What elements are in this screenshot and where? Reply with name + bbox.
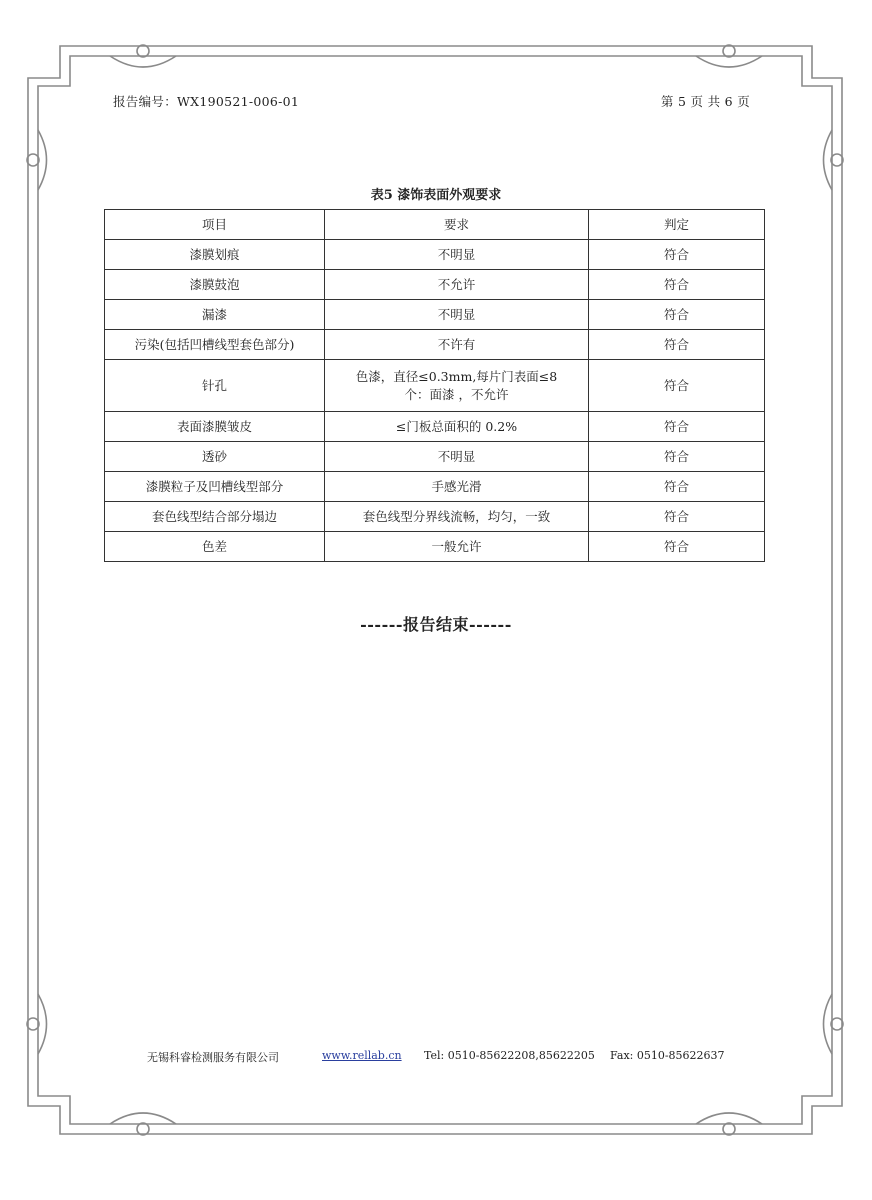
table-row bbox=[105, 360, 765, 412]
table-header-row bbox=[105, 210, 765, 240]
requirement-cell: 不许有 bbox=[325, 330, 589, 360]
requirement-line: 色漆，直径≤0.3mm,每片门表面≤8 bbox=[355, 368, 558, 384]
verdict-cell: 符合 bbox=[589, 270, 765, 300]
table-row bbox=[105, 472, 765, 502]
item-cell: 针孔 bbox=[105, 360, 325, 412]
requirement-cell: 不明显 bbox=[325, 442, 589, 472]
requirement-line: 个：面漆 ，不允许 bbox=[404, 386, 509, 402]
footer-company: 无锡科睿检测服务有限公司 bbox=[147, 1051, 279, 1064]
item-cell: 漆膜鼓泡 bbox=[105, 270, 325, 300]
verdict-cell: 符合 bbox=[589, 300, 765, 330]
verdict-cell: 符合 bbox=[589, 442, 765, 472]
item-cell: 污染(包括凹槽线型套色部分) bbox=[105, 330, 325, 360]
verdict-cell: 符合 bbox=[589, 502, 765, 532]
requirement-cell: 套色线型分界线流畅，均匀，一致 bbox=[325, 502, 589, 532]
verdict-cell: 符合 bbox=[589, 240, 765, 270]
table-row bbox=[105, 442, 765, 472]
item-cell: 色差 bbox=[105, 532, 325, 562]
footer-fax: Fax: 0510-85622637 bbox=[610, 1049, 725, 1062]
item-cell: 漏漆 bbox=[105, 300, 325, 330]
requirement-cell: 不明显 bbox=[325, 240, 589, 270]
verdict-cell: 符合 bbox=[589, 472, 765, 502]
table-row bbox=[105, 412, 765, 442]
report-end-mark: ------报告结束------ bbox=[360, 615, 512, 634]
item-cell: 表面漆膜皱皮 bbox=[105, 412, 325, 442]
page-number: 第 5 页 共 6 页 bbox=[660, 94, 750, 109]
table-row bbox=[105, 330, 765, 360]
item-cell: 漆膜粒子及凹槽线型部分 bbox=[105, 472, 325, 502]
item-cell: 套色线型结合部分塌边 bbox=[105, 502, 325, 532]
table-title: 表5 漆饰表面外观要求 bbox=[370, 188, 502, 203]
column-header-verdict: 判定 bbox=[589, 210, 765, 240]
table-row bbox=[105, 300, 765, 330]
item-cell: 透砂 bbox=[105, 442, 325, 472]
table-row bbox=[105, 270, 765, 300]
verdict-cell: 符合 bbox=[589, 532, 765, 562]
appearance-requirements-table bbox=[104, 209, 765, 562]
footer-tel: Tel: 0510-85622208,85622205 bbox=[424, 1049, 595, 1062]
requirement-cell: 一般允许 bbox=[325, 532, 589, 562]
item-cell: 漆膜划痕 bbox=[105, 240, 325, 270]
verdict-cell: 符合 bbox=[589, 412, 765, 442]
column-header-item: 项目 bbox=[105, 210, 325, 240]
requirement-cell: 不允许 bbox=[325, 270, 589, 300]
verdict-cell: 符合 bbox=[589, 360, 765, 412]
report-number: 报告编号：WX190521-006-01 bbox=[113, 94, 300, 109]
table-row bbox=[105, 532, 765, 562]
column-header-requirement: 要求 bbox=[325, 210, 589, 240]
requirement-cell: 不明显 bbox=[325, 300, 589, 330]
table-row bbox=[105, 502, 765, 532]
requirement-cell: 手感光滑 bbox=[325, 472, 589, 502]
requirement-cell: ≤门板总面积的 0.2% bbox=[325, 412, 589, 442]
verdict-cell: 符合 bbox=[589, 330, 765, 360]
requirement-cell bbox=[325, 360, 589, 412]
footer-website-link[interactable]: www.rellab.cn bbox=[322, 1049, 402, 1062]
table-row bbox=[105, 240, 765, 270]
